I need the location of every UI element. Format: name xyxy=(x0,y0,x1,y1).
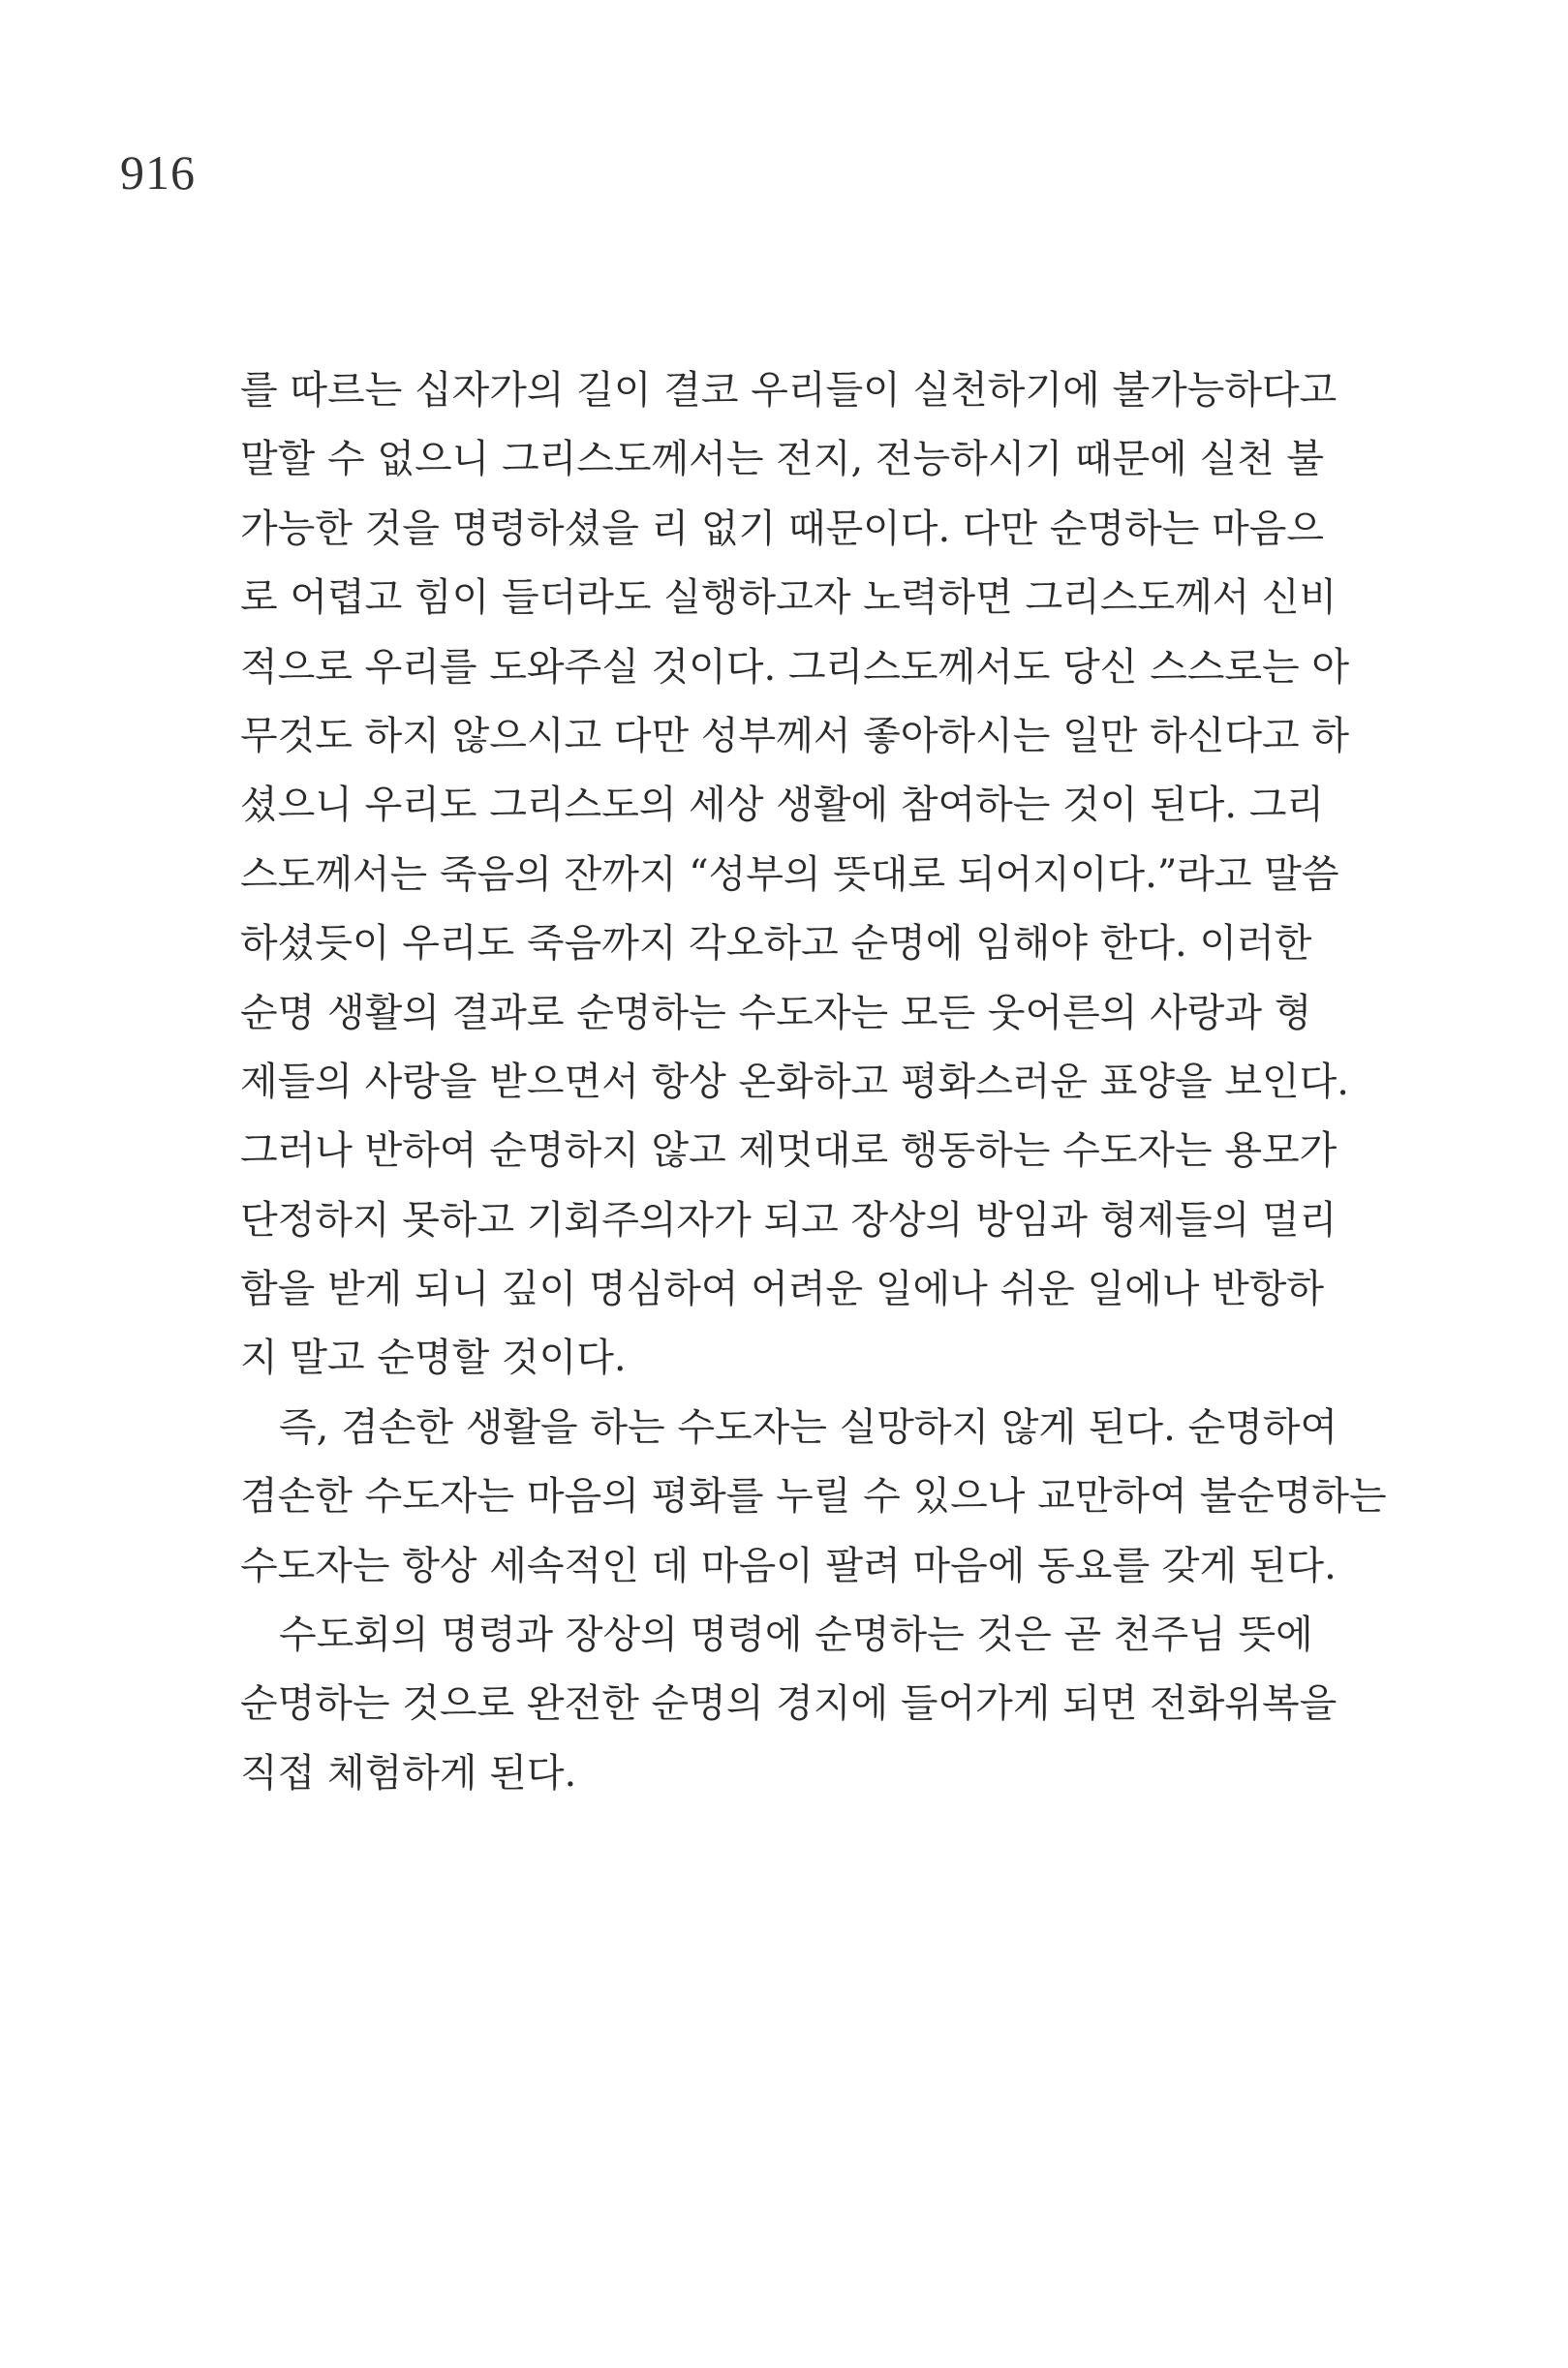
text-line: 순명하는 것으로 완전한 순명의 경지에 들어가게 되면 전화위복을 xyxy=(240,1681,1337,1727)
paragraph xyxy=(240,1601,1337,1808)
text-line: 셨으니 우리도 그리스도의 세상 생활에 참여하는 것이 된다. 그리 xyxy=(240,783,1325,828)
text-line: 로 어렵고 힘이 들더라도 실행하고자 노력하면 그리스도께서 신비 xyxy=(240,575,1337,621)
text-line: 단정하지 못하고 기회주의자가 되고 장상의 방임과 형제들의 멀리 xyxy=(240,1197,1337,1243)
body-text xyxy=(240,356,1387,1808)
text-line: 그러나 반하여 순명하지 않고 제멋대로 행동하는 수도자는 용모가 xyxy=(240,1128,1337,1174)
text-line: 말할 수 없으니 그리스도께서는 전지, 전능하시기 때문에 실천 불 xyxy=(240,437,1325,482)
text-line: 수도회의 명령과 장상의 명령에 순명하는 것은 곧 천주님 뜻에 xyxy=(279,1613,1313,1658)
text-line: 가능한 것을 명령하셨을 리 없기 때문이다. 다만 순명하는 마음으 xyxy=(240,506,1325,551)
text-line: 즉, 겸손한 생활을 하는 수도자는 실망하지 않게 된다. 순명하여 xyxy=(279,1404,1338,1450)
text-line: 직접 체험하게 된다. xyxy=(240,1750,577,1796)
paragraph xyxy=(240,356,1349,1394)
text-line: 함을 받게 되니 깊이 명심하여 어려운 일에나 쉬운 일에나 반항하 xyxy=(240,1267,1325,1312)
text-line: 지 말고 순명할 것이다. xyxy=(240,1336,627,1381)
text-line: 적으로 우리를 도와주실 것이다. 그리스도께서도 당신 스스로는 아 xyxy=(240,644,1349,690)
text-line: 하셨듯이 우리도 죽음까지 각오하고 순명에 임해야 한다. 이러한 xyxy=(240,921,1312,967)
text-line: 를 따르는 십자가의 길이 결코 우리들이 실천하기에 불가능하다고 xyxy=(240,368,1337,413)
text-line: 순명 생활의 결과로 순명하는 수도자는 모든 웃어른의 사랑과 형 xyxy=(240,990,1312,1035)
text-line: 무것도 하지 않으시고 다만 성부께서 좋아하시는 일만 하신다고 하 xyxy=(240,713,1349,758)
paragraph xyxy=(240,1394,1387,1601)
page-number: 916 xyxy=(120,145,196,200)
text-line: 겸손한 수도자는 마음의 평화를 누릴 수 있으나 교만하여 불순명하는 xyxy=(240,1474,1387,1520)
text-line: 제들의 사랑을 받으면서 항상 온화하고 평화스러운 표양을 보인다. xyxy=(240,1059,1349,1104)
text-line: 수도자는 항상 세속적인 데 마음이 팔려 마음에 동요를 갖게 된다. xyxy=(240,1543,1337,1588)
text-line: 스도께서는 죽음의 잔까지 “성부의 뜻대로 되어지이다.”라고 말씀 xyxy=(240,851,1339,897)
